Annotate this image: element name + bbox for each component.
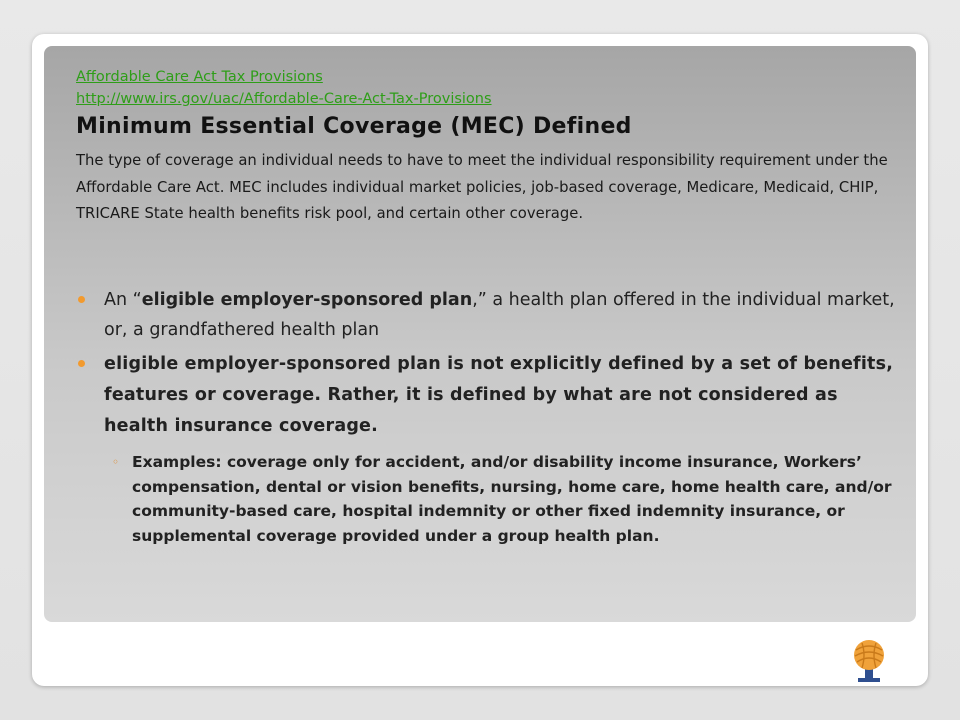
bullet-1-bold: eligible employer-sponsored plan: [141, 290, 473, 310]
slide-heading: Minimum Essential Coverage (MEC) Defined: [76, 114, 632, 139]
bullet-1-post: ,” a health plan offered in the individual market, or, a grandfathered health plan: [104, 290, 895, 340]
sub-bullet-list: [112, 450, 892, 548]
bullet-list: [76, 285, 902, 442]
bullet-item-2: [76, 349, 902, 442]
bullet-dot-icon: [78, 360, 85, 367]
text-area: [76, 66, 906, 228]
sub-bullet-item: [112, 450, 892, 548]
link-aca-tax-provisions[interactable]: Affordable Care Act Tax Provisions: [76, 69, 323, 85]
tree-logo-icon: [846, 638, 892, 684]
bullet-2-text: eligible employer-sponsored plan is not explicitly defined by a set of benefits, features or coverage. Rather, it is defined by what are not considered as health insurance coverage.: [104, 354, 894, 436]
sub-bullet-text: Examples: coverage only for accident, and/or disability income insurance, Workers’ compensation, dental or vision benefits, nursing, home care, home health care, and/or community-based care, hospital indemnity or other fixed indemnity insurance, or supplemental coverage provided under a group health plan.: [132, 453, 892, 545]
bullet-dot-icon: [78, 296, 85, 303]
bullet-1-pre: An “: [104, 290, 142, 310]
logo-base: [858, 678, 880, 682]
definition-paragraph: The type of coverage an individual needs to have to meet the individual responsibility requirement under the Affordable Care Act. MEC includes individual market policies, job-based coverage, Medicare, Medicaid, CHIP, TRICARE State health benefits risk pool, and certain other coverage.: [76, 152, 888, 222]
link-irs-url[interactable]: http://www.irs.gov/uac/Affordable-Care-Act-Tax-Provisions: [76, 91, 492, 107]
bullet-item-1: [76, 285, 902, 345]
ring-bullet-icon: ◦: [112, 455, 120, 469]
